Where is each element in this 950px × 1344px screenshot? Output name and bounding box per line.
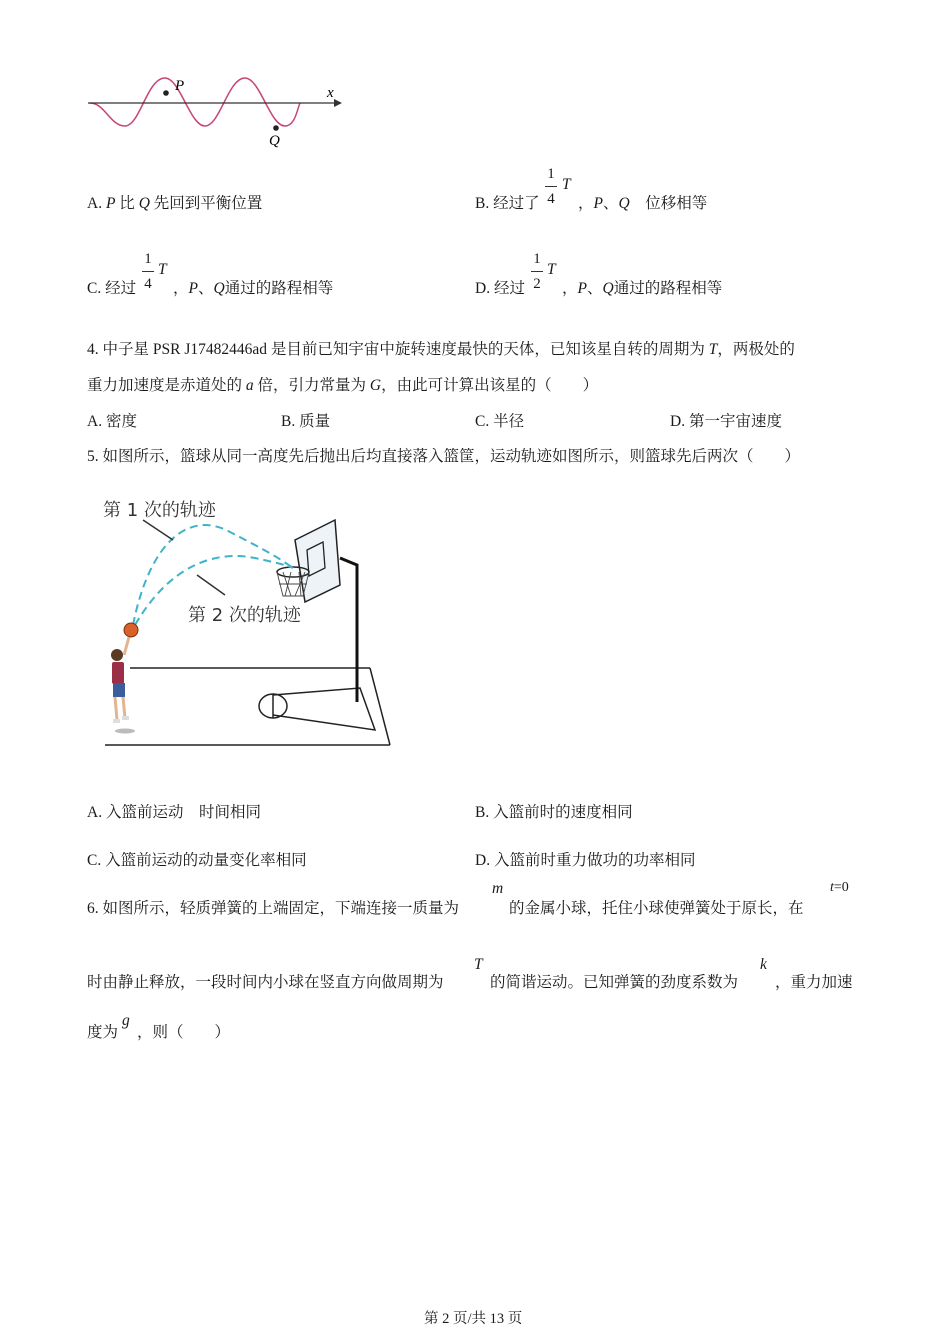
q4-option-b: B. 质量 — [281, 413, 331, 430]
q6-t0: t=0 — [830, 880, 849, 895]
basketball-figure — [95, 490, 400, 760]
q6-var-m: m — [492, 880, 504, 897]
q5-option-a: A. 入篮前运动 时间相同 — [87, 804, 261, 821]
q5-option-b: B. 入篮前时的速度相同 — [475, 804, 633, 821]
label-p: P — [175, 78, 185, 94]
q4-option-c: C. 半径 — [475, 413, 525, 430]
pointer-1 — [143, 520, 173, 540]
court — [105, 668, 390, 745]
x-axis-arrow — [334, 99, 342, 107]
label-x: x — [327, 85, 334, 101]
wave-figure — [85, 70, 355, 155]
q6-var-g: g — [122, 1012, 130, 1029]
q4-stem-line1: 4. 中子星 PSR J17482446ad 是目前已知宇宙中旋转速度最快的天体，已知该星自转的周期为 T，两极处的 — [87, 341, 795, 358]
q6-var-T: T — [474, 956, 483, 973]
q5-option-c: C. 入篮前运动的动量变化率相同 — [87, 852, 307, 869]
label-q: Q — [269, 133, 280, 149]
hoop-pole — [340, 558, 357, 702]
q4-option-a: A. 密度 — [87, 413, 137, 430]
trajectory-1-label: 第 1 次的轨迹 — [103, 500, 216, 521]
trajectory-2-label: 第 2 次的轨迹 — [188, 605, 301, 626]
point-p — [163, 90, 169, 96]
q6-var-k: k — [760, 956, 767, 973]
basketball — [124, 623, 138, 637]
q4-stem-line2: 重力加速度是赤道处的 a 倍，引力常量为 G，由此可计算出该星的（ ） — [87, 377, 599, 394]
q6-line3b: ，则（ ） — [137, 1024, 231, 1041]
q4-option-d: D. 第一宇宙速度 — [670, 413, 782, 430]
q6-line1b: 的金属小球，托住小球使弹簧处于原长，在 — [509, 900, 804, 917]
player-figure — [111, 623, 138, 734]
q6-line2a: 时由静止释放，一段时间内小球在竖直方向做周期为 — [87, 974, 444, 991]
q3-option-a: A. P 比 Q 先回到平衡位置 — [87, 195, 263, 212]
page-footer: 第 2 页/共 13 页 — [424, 1311, 523, 1327]
q6-line2c: ，重力加速 — [775, 974, 853, 991]
wave-curve — [90, 78, 300, 126]
q6-line3a: 度为 — [87, 1024, 119, 1041]
point-q — [273, 125, 279, 131]
backboard — [295, 520, 340, 602]
pointer-2 — [197, 575, 225, 595]
q6-line2b: 的简谐运动。已知弹簧的劲度系数为 — [490, 974, 739, 991]
q5-option-d: D. 入篮前时重力做功的功率相同 — [475, 852, 696, 869]
q5-stem: 5. 如图所示，篮球从同一高度先后抛出后均直接落入篮筐，运动轨迹如图所示，则篮球先后两次（ ） — [87, 448, 801, 465]
q6-line1a: 6. 如图所示，轻质弹簧的上端固定，下端连接一质量为 — [87, 900, 460, 917]
